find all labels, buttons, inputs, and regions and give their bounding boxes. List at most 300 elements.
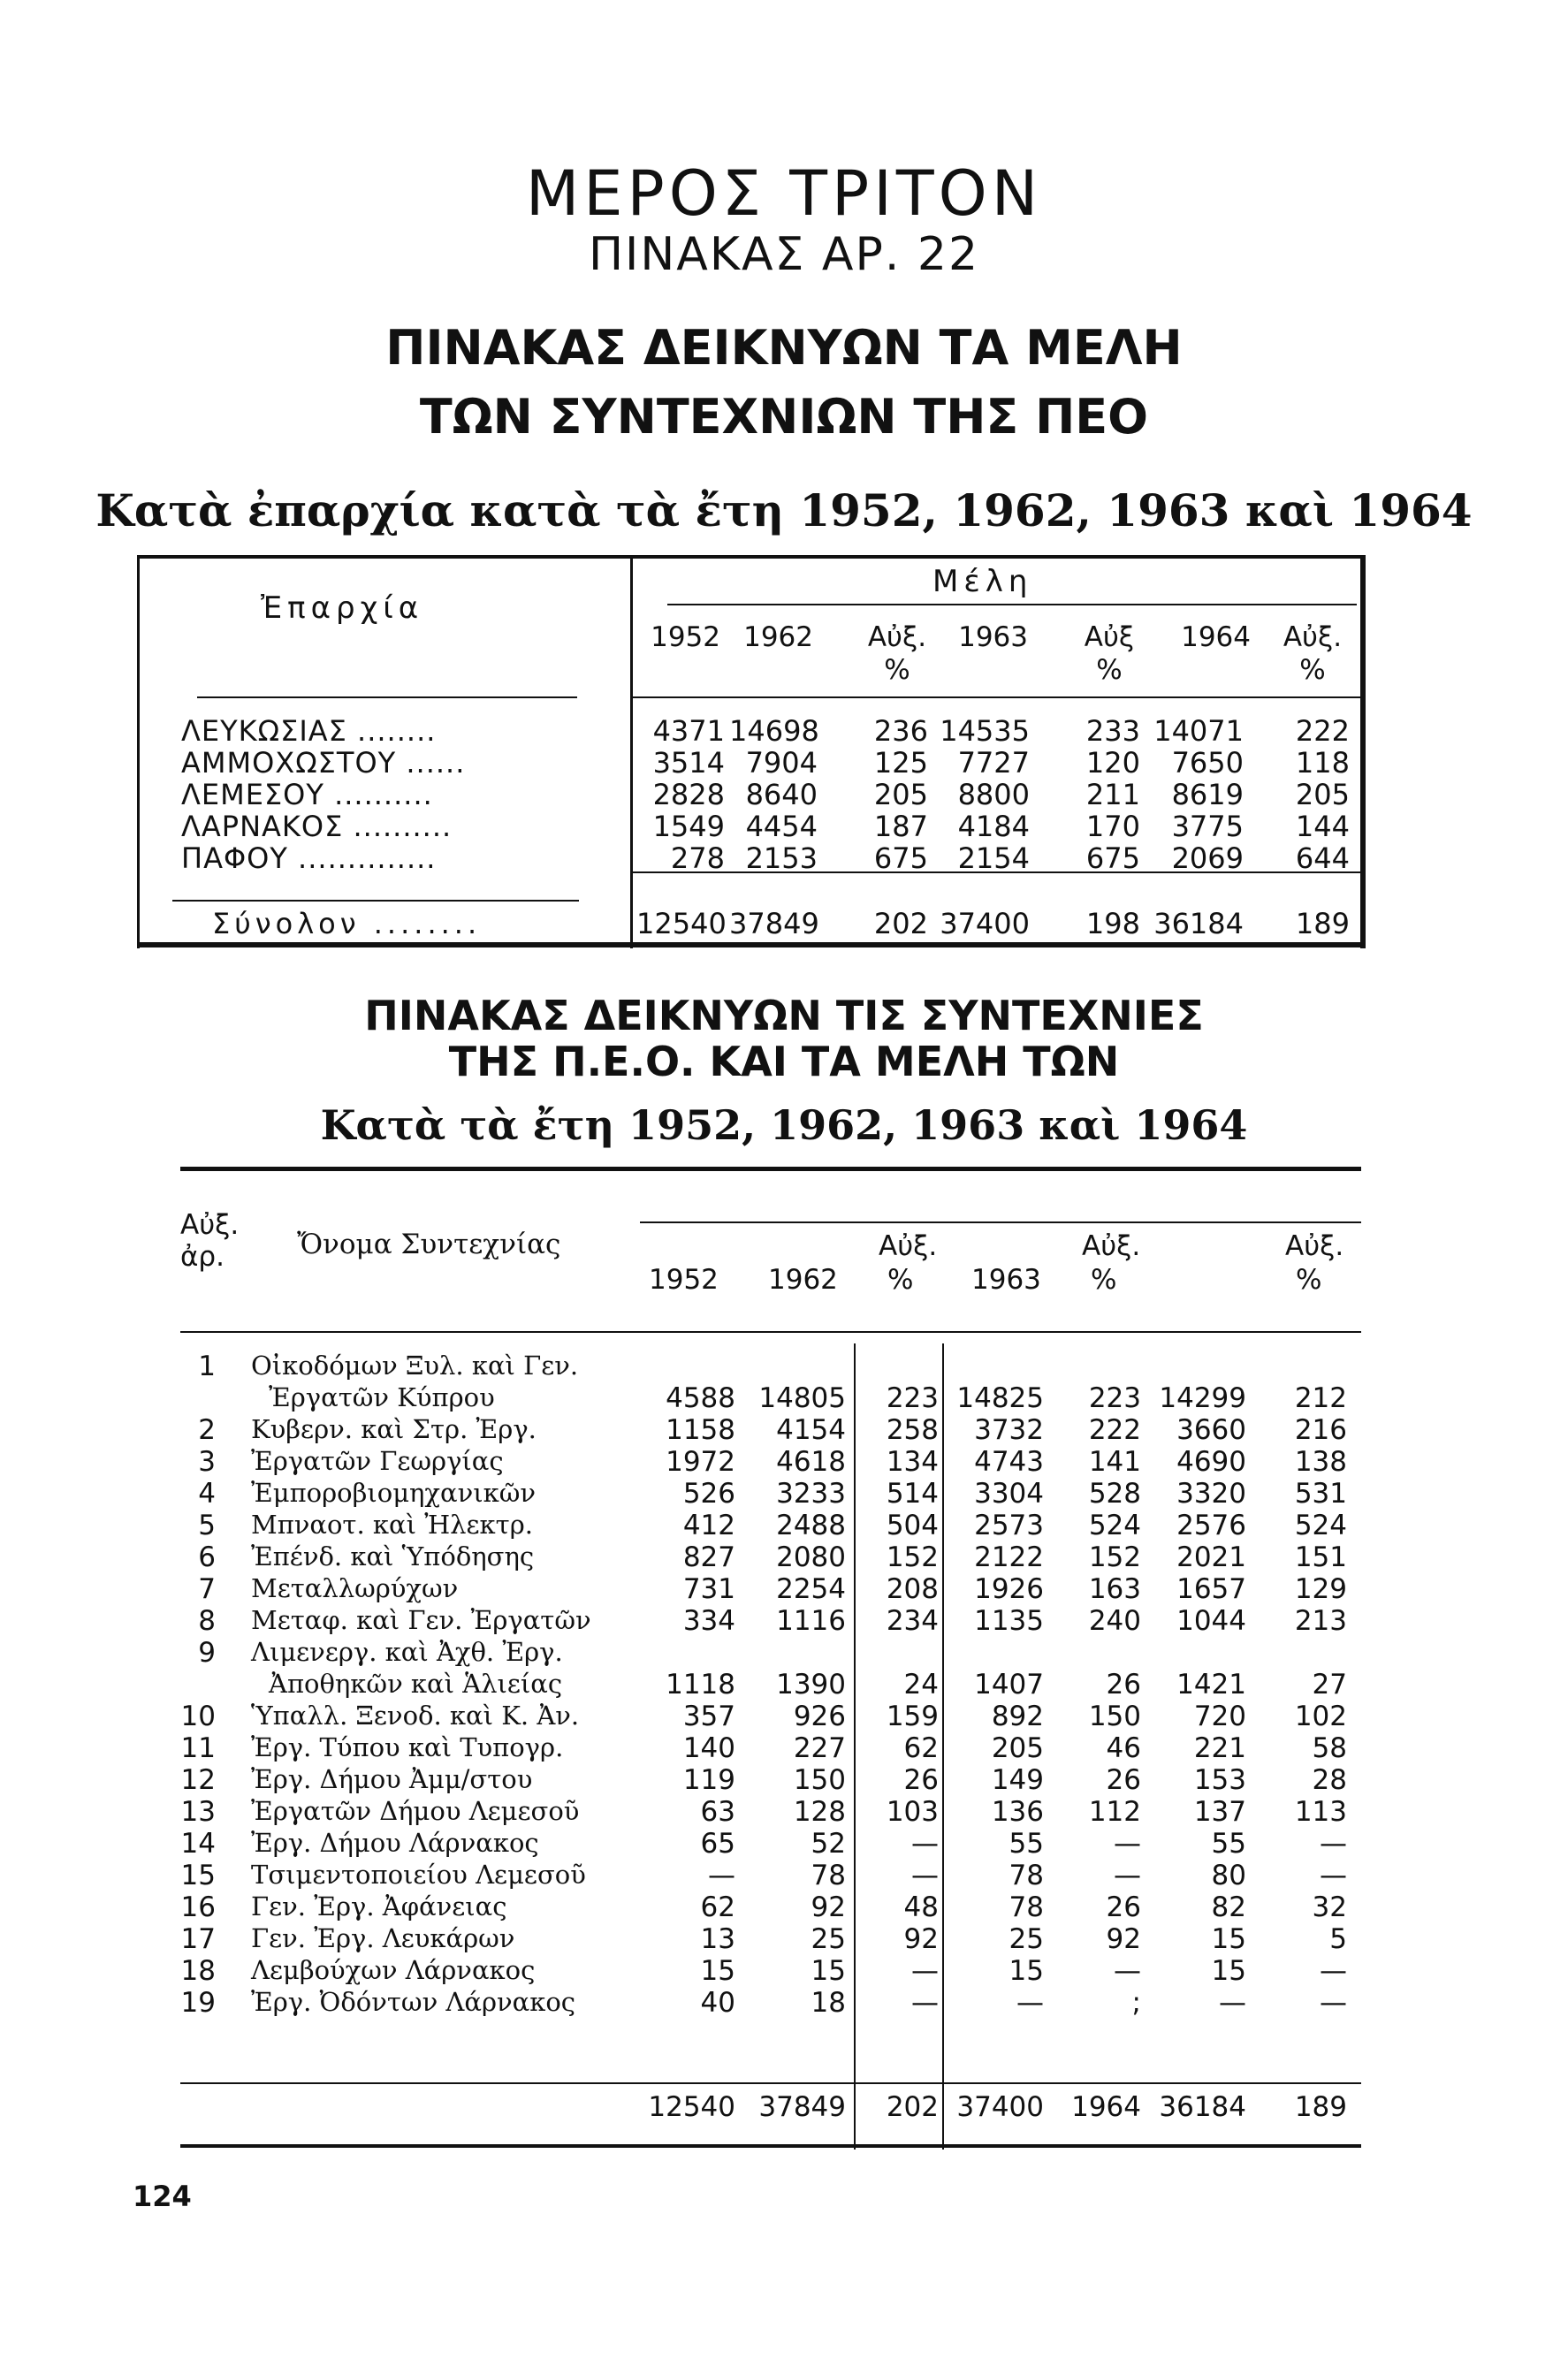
t2-col-name: Ὄνομα Συντεχνίας [297,1229,561,1260]
union-cell-v1963: 55 [1009,1828,1044,1860]
t1-cell: 3514 [652,746,725,780]
union-cell-v1952: 65 [700,1828,735,1860]
union-cell-v1963: 25 [1009,1923,1044,1955]
union-cell-v1964: 153 [1193,1764,1246,1796]
table2-title-line2: ΤΗΣ Π.Ε.Ο. ΚΑΙ ΤΑ ΜΕΛΗ ΤΩΝ [448,1038,1120,1085]
label-eparchia: Ἐπαρχία [261,590,424,626]
union-number: 9 [198,1637,216,1669]
t1-cell: 675 [873,841,928,875]
union-cell-v1952: 1972 [666,1446,735,1478]
t1-cell: 675 [1085,841,1140,875]
union-cell-a2: 152 [1088,1541,1141,1573]
union-cell-v1952: 1118 [666,1669,735,1701]
union-cell-a3: 58 [1312,1732,1347,1764]
t1-total-cell: 37400 [940,907,1030,940]
t1-total-cell: 202 [873,907,928,940]
union-cell-v1962: 2254 [776,1573,846,1605]
union-cell-a2: 26 [1106,1764,1141,1796]
table2-by-union [180,1167,1365,2157]
union-cell-a1: 159 [886,1701,939,1732]
t1-cell: 8619 [1171,778,1244,811]
union-row [180,1669,1365,1701]
union-cell-a1: 62 [903,1732,939,1764]
union-number: 17 [180,1923,216,1955]
table-number: ΠΙΝΑΚΑΣ ΑΡ. 22 [588,228,980,281]
t1-cell: 2153 [745,841,818,875]
t2-col-no-2: ἀρ. [180,1241,225,1273]
union-cell-v1962: 25 [811,1923,846,1955]
union-cell-a3: 531 [1294,1478,1347,1510]
union-cell-v1964: 15 [1211,1923,1246,1955]
table1-bottom-rule [137,942,1366,947]
union-cell-a1: 504 [886,1510,939,1541]
union-name: Ἐργατῶν Δήμου Λεμεσοῦ [251,1796,580,1826]
t1-cell: 14071 [1153,714,1244,748]
union-cell-v1962: 2488 [776,1510,846,1541]
union-cell-v1952: 412 [682,1510,735,1541]
union-cell-a2: 112 [1088,1796,1141,1828]
t2-top-rule [180,1167,1361,1171]
union-cell-v1952: 62 [700,1891,735,1923]
union-row [180,1796,1365,1828]
union-cell-v1964: 14299 [1159,1382,1246,1414]
t1-col-pct3: % [1299,654,1326,686]
t1-col-pct2: % [1096,654,1123,686]
union-cell-v1964: 3660 [1176,1414,1246,1446]
union-cell-v1963: 149 [991,1764,1044,1796]
union-name: Ὑπαλλ. Ξενοδ. καὶ Κ. Ἀν. [251,1701,580,1731]
union-cell-v1964: 221 [1193,1732,1246,1764]
union-cell-v1963: 205 [991,1732,1044,1764]
union-name: Μεταλλωρύχων [251,1573,459,1603]
t2-total-row [180,2091,1365,2123]
t1-cell: 205 [1295,778,1350,811]
union-row [180,1573,1365,1605]
union-number: 5 [198,1510,216,1541]
union-cell-a1: — [911,1955,939,1987]
union-cell-v1963: — [1016,1987,1044,2019]
union-row [180,1510,1365,1541]
district-name: ΛΕΥΚΩΣΙΑΣ ........ [181,714,437,748]
union-number: 4 [198,1478,216,1510]
union-cell-a1: 514 [886,1478,939,1510]
t1-cell: 14698 [729,714,819,748]
union-cell-a3: — [1320,1828,1347,1860]
t2-total-cell: 12540 [648,2091,735,2123]
union-cell-v1963: 892 [991,1701,1044,1732]
union-cell-v1964: 1657 [1176,1573,1246,1605]
union-number: 7 [198,1573,216,1605]
union-cell-v1952: — [708,1860,735,1891]
union-row [180,1351,1365,1382]
t1-cell: 2828 [652,778,725,811]
t1-row [137,841,1366,873]
t1-cell: 8800 [957,778,1030,811]
table2-title-line1: ΠΙΝΑΚΑΣ ΔΕΙΚΝΥΩΝ ΤΙΣ ΣΥΝΤΕΧΝΙΕΣ [364,992,1204,1039]
table2-subtitle: Κατὰ τὰ ἔτη 1952, 1962, 1963 καὶ 1964 [320,1101,1248,1149]
union-cell-v1952: 63 [700,1796,735,1828]
union-cell-v1952: 827 [682,1541,735,1573]
union-row [180,1414,1365,1446]
t1-row [137,714,1366,746]
union-row [180,1764,1365,1796]
t1-cell: 4454 [745,810,818,843]
union-number: 6 [198,1541,216,1573]
t1-total-cell: 37849 [729,907,819,940]
union-cell-a1: — [911,1828,939,1860]
t1-col-1962: 1962 [743,621,813,653]
union-cell-a1: 92 [903,1923,939,1955]
t2-col-pct1: % [887,1264,914,1296]
t1-cell: 7904 [745,746,818,780]
union-cell-v1964: 55 [1211,1828,1246,1860]
t2-col-aux3: Αὐξ. [1285,1230,1344,1262]
table1-title-line1: ΠΙΝΑΚΑΣ ΔΕΙΚΝΥΩΝ ΤΑ ΜΕΛΗ [385,320,1183,376]
union-cell-v1952: 4588 [666,1382,735,1414]
union-cell-v1964: 2021 [1176,1541,1246,1573]
union-cell-v1962: 227 [793,1732,846,1764]
union-cell-v1963: 3732 [974,1414,1044,1446]
union-row [180,1605,1365,1637]
union-cell-v1962: 2080 [776,1541,846,1573]
t1-cell: 205 [873,778,928,811]
t2-total-cell: 1964 [1071,2091,1141,2123]
union-cell-v1962: 4154 [776,1414,846,1446]
t2-bottom-rule [180,2144,1361,2148]
union-cell-v1962: 18 [811,1987,846,2019]
union-cell-a1: 134 [886,1446,939,1478]
page-number: 124 [133,2180,192,2213]
union-cell-v1952: 731 [682,1573,735,1605]
union-cell-v1964: 720 [1193,1701,1246,1732]
union-cell-v1952: 119 [682,1764,735,1796]
label-meli: Μέλη [932,564,1033,599]
union-cell-a2: 26 [1106,1891,1141,1923]
union-cell-v1964: 137 [1193,1796,1246,1828]
union-cell-a2: 92 [1106,1923,1141,1955]
union-cell-v1963: 2122 [974,1541,1044,1573]
t1-col-1963: 1963 [958,621,1028,653]
union-cell-a2: — [1114,1860,1141,1891]
union-cell-a2: 163 [1088,1573,1141,1605]
union-number: 11 [180,1732,216,1764]
union-name: Ἀποθηκῶν καὶ Ἁλιείας [269,1669,563,1699]
t1-total-cell: 198 [1085,907,1140,940]
union-cell-v1963: 3304 [974,1478,1044,1510]
t1-col-pct1: % [884,654,910,686]
union-cell-a1: 48 [903,1891,939,1923]
union-cell-a3: 151 [1294,1541,1347,1573]
t2-col-pct2: % [1091,1264,1117,1296]
union-cell-v1964: 1421 [1176,1669,1246,1701]
union-cell-a1: 152 [886,1541,939,1573]
union-cell-a3: 102 [1294,1701,1347,1732]
union-cell-v1963: 78 [1009,1860,1044,1891]
t2-col-1962: 1962 [768,1264,838,1296]
union-number: 16 [180,1891,216,1923]
union-cell-v1962: 1390 [776,1669,846,1701]
union-cell-a3: 524 [1294,1510,1347,1541]
union-cell-v1963: 1407 [974,1669,1044,1701]
union-name: Γεν. Ἐργ. Λευκάρων [251,1923,515,1953]
t1-cell: 236 [873,714,928,748]
union-cell-v1962: 1116 [776,1605,846,1637]
union-cell-a2: 240 [1088,1605,1141,1637]
union-number: 14 [180,1828,216,1860]
t1-cell: 211 [1085,778,1140,811]
table1-label-rule [197,696,577,698]
union-cell-a1: 258 [886,1414,939,1446]
union-row [180,1637,1365,1669]
t1-col-aux1: Αὐξ. [867,621,927,653]
part-title: ΜΕΡΟΣ ΤΡΙΤΟΝ [525,157,1043,230]
union-cell-v1963: 1926 [974,1573,1044,1605]
t1-total-cell: 189 [1295,907,1350,940]
union-cell-v1963: 136 [991,1796,1044,1828]
union-cell-v1952: 40 [700,1987,735,2019]
union-cell-a2: 26 [1106,1669,1141,1701]
t1-cell: 233 [1085,714,1140,748]
t1-total-cell: 36184 [1153,907,1244,940]
t2-body-rule [180,1331,1361,1333]
union-cell-a2: 222 [1088,1414,1141,1446]
table1-title-line2: ΤΩΝ ΣΥΝΤΕΧΝΙΩΝ ΤΗΣ ΠΕΟ [419,389,1149,445]
union-name: Ἐργ. Τύπου καὶ Τυπογρ. [251,1732,564,1762]
t2-col-1963: 1963 [971,1264,1041,1296]
union-cell-v1963: 1135 [974,1605,1044,1637]
union-cell-a3: — [1320,1987,1347,2019]
union-cell-v1962: 3233 [776,1478,846,1510]
union-cell-a2: — [1114,1828,1141,1860]
union-row [180,1860,1365,1891]
t2-total-cell: 37400 [956,2091,1044,2123]
t1-col-1964: 1964 [1181,621,1251,653]
t1-row [137,810,1366,841]
t2-col-1952: 1952 [649,1264,719,1296]
union-row [180,1987,1365,2019]
union-cell-a3: 129 [1294,1573,1347,1605]
union-cell-v1952: 334 [682,1605,735,1637]
union-cell-a3: 212 [1294,1382,1347,1414]
union-cell-a2: 524 [1088,1510,1141,1541]
union-cell-v1964: 82 [1211,1891,1246,1923]
union-row [180,1478,1365,1510]
union-cell-v1963: 2573 [974,1510,1044,1541]
union-row [180,1923,1365,1955]
union-cell-a2: 528 [1088,1478,1141,1510]
t1-col-aux3: Αὐξ. [1283,621,1343,653]
t1-cell: 14535 [940,714,1030,748]
table1-meli-rule [667,604,1357,605]
union-name: Οἰκοδόμων Ξυλ. καὶ Γεν. [251,1351,579,1381]
t1-col-aux2: Αὐξ [1084,621,1135,653]
t1-col-1952: 1952 [651,621,720,653]
district-name: ΛΕΜΕΣΟΥ .......... [181,778,433,811]
union-name: Ἐργ. Ὀδόντων Λάρνακος [251,1987,576,2017]
union-cell-a3: 28 [1312,1764,1347,1796]
union-name: Λεμβούχων Λάρνακος [251,1955,536,1985]
table1-subtitle: Κατὰ ἐπαρχία κατὰ τὰ ἔτη 1952, 1962, 1963 καὶ 1964 [95,484,1473,536]
union-row [180,1701,1365,1732]
union-cell-v1964: 4690 [1176,1446,1246,1478]
t1-cell: 120 [1085,746,1140,780]
union-cell-v1952: 526 [682,1478,735,1510]
union-name: Μεταφ. καὶ Γεν. Ἐργατῶν [251,1605,591,1635]
union-cell-v1964: 80 [1211,1860,1246,1891]
t1-cell: 2154 [957,841,1030,875]
union-row [180,1382,1365,1414]
union-cell-a1: 24 [903,1669,939,1701]
t1-cell: 1549 [652,810,725,843]
union-cell-v1962: 78 [811,1860,846,1891]
t2-total-cell: 37849 [758,2091,846,2123]
union-cell-a3: — [1320,1955,1347,1987]
t2-col-aux2: Αὐξ. [1082,1230,1141,1262]
union-cell-v1952: 13 [700,1923,735,1955]
union-cell-a1: 103 [886,1796,939,1828]
t1-total-row [137,907,1366,939]
t1-cell: 4184 [957,810,1030,843]
union-cell-v1964: — [1219,1987,1246,2019]
union-cell-v1952: 15 [700,1955,735,1987]
union-cell-v1962: 926 [793,1701,846,1732]
union-cell-v1963: 4743 [974,1446,1044,1478]
union-cell-a3: 113 [1294,1796,1347,1828]
t1-cell: 2069 [1171,841,1244,875]
union-number: 19 [180,1987,216,2019]
union-cell-a1: 26 [903,1764,939,1796]
t1-row [137,778,1366,810]
t1-cell: 3775 [1171,810,1244,843]
t1-cell: 144 [1295,810,1350,843]
union-cell-v1963: 15 [1009,1955,1044,1987]
t1-cell: 8640 [745,778,818,811]
t2-col-pct3: % [1296,1264,1322,1296]
union-cell-v1962: 128 [793,1796,846,1828]
union-cell-v1964: 2576 [1176,1510,1246,1541]
t1-row [137,746,1366,778]
union-cell-a3: 213 [1294,1605,1347,1637]
union-cell-a2: — [1114,1955,1141,1987]
union-cell-v1962: 4618 [776,1446,846,1478]
union-row [180,1955,1365,1987]
t1-cell: 278 [670,841,725,875]
union-name: Ἐργ. Δήμου Ἀμμ/στου [251,1764,533,1794]
union-name: Ἐργατῶν Κύπρου [269,1382,495,1412]
table1-total-rule-left [172,900,579,902]
t2-total-cell: 36184 [1159,2091,1246,2123]
union-cell-v1964: 3320 [1176,1478,1246,1510]
district-name: ΛΑΡΝΑΚΟΣ .......... [181,810,453,843]
t1-cell: 118 [1295,746,1350,780]
union-name: Γεν. Ἐργ. Ἀφάνειας [251,1891,507,1921]
union-name: Ἐργατῶν Γεωργίας [251,1446,504,1476]
union-cell-a1: 208 [886,1573,939,1605]
district-name: ΠΑΦΟΥ .............. [181,841,437,875]
union-cell-v1952: 1158 [666,1414,735,1446]
union-cell-a3: 32 [1312,1891,1347,1923]
t1-cell: 7727 [957,746,1030,780]
union-cell-a1: — [911,1987,939,2019]
union-name: Μπναοτ. καὶ Ἠλεκτρ. [251,1510,533,1540]
union-cell-a3: 5 [1329,1923,1347,1955]
union-row [180,1541,1365,1573]
t2-total-rule [180,2082,1361,2084]
union-cell-v1962: 14805 [758,1382,846,1414]
union-cell-a3: — [1320,1860,1347,1891]
union-number: 8 [198,1605,216,1637]
union-row [180,1828,1365,1860]
union-cell-v1963: 14825 [956,1382,1044,1414]
union-cell-a1: 223 [886,1382,939,1414]
union-cell-v1964: 1044 [1176,1605,1246,1637]
union-number: 2 [198,1414,216,1446]
t1-cell: 4371 [652,714,725,748]
union-cell-a3: 138 [1294,1446,1347,1478]
union-cell-v1962: 150 [793,1764,846,1796]
t1-cell: 170 [1085,810,1140,843]
union-number: 15 [180,1860,216,1891]
union-cell-a3: 216 [1294,1414,1347,1446]
union-number: 1 [198,1351,216,1382]
union-cell-v1962: 15 [811,1955,846,1987]
union-row [180,1446,1365,1478]
union-cell-v1962: 52 [811,1828,846,1860]
total-label: Σύνολον ........ [212,907,482,940]
union-cell-v1963: 78 [1009,1891,1044,1923]
union-cell-v1952: 140 [682,1732,735,1764]
t1-cell: 644 [1295,841,1350,875]
union-cell-a2: 150 [1088,1701,1141,1732]
union-row [180,1891,1365,1923]
union-name: Ἐμποροβιομηχανικῶν [251,1478,536,1508]
union-cell-a2: ; [1131,1987,1141,2019]
union-number: 13 [180,1796,216,1828]
union-number: 3 [198,1446,216,1478]
t1-total-cell: 12540 [636,907,727,940]
t1-cell: 222 [1295,714,1350,748]
union-name: Τσιμεντοποιείου Λεμεσοῦ [251,1860,586,1890]
union-number: 18 [180,1955,216,1987]
union-row [180,1732,1365,1764]
union-cell-a1: 234 [886,1605,939,1637]
table1-top-rule [137,555,1366,559]
union-name: Ἐπένδ. καὶ Ὑπόδησης [251,1541,535,1571]
union-name: Κυβερν. καὶ Στρ. Ἐργ. [251,1414,537,1444]
table1-header-rule [630,696,1362,698]
table1-by-district [137,555,1366,953]
union-name: Ἐργ. Δήμου Λάρνακος [251,1828,539,1858]
union-cell-v1962: 92 [811,1891,846,1923]
t2-col-aux1: Αὐξ. [879,1230,938,1262]
t1-cell: 125 [873,746,928,780]
union-cell-a3: 27 [1312,1669,1347,1701]
t2-header-rule [640,1221,1361,1223]
union-cell-a2: 141 [1088,1446,1141,1478]
t2-col-no-1: Αὐξ. [180,1209,240,1241]
union-name: Λιμενεργ. καὶ Ἀχθ. Ἐργ. [251,1637,563,1667]
union-cell-v1964: 15 [1211,1955,1246,1987]
union-number: 10 [180,1701,216,1732]
t2-total-cell: 202 [886,2091,939,2123]
t1-cell: 187 [873,810,928,843]
union-cell-a1: — [911,1860,939,1891]
union-cell-v1952: 357 [682,1701,735,1732]
district-name: ΑΜΜΟΧΩΣΤΟΥ ...... [181,746,466,780]
union-number: 12 [180,1764,216,1796]
union-cell-a2: 46 [1106,1732,1141,1764]
union-cell-a2: 223 [1088,1382,1141,1414]
